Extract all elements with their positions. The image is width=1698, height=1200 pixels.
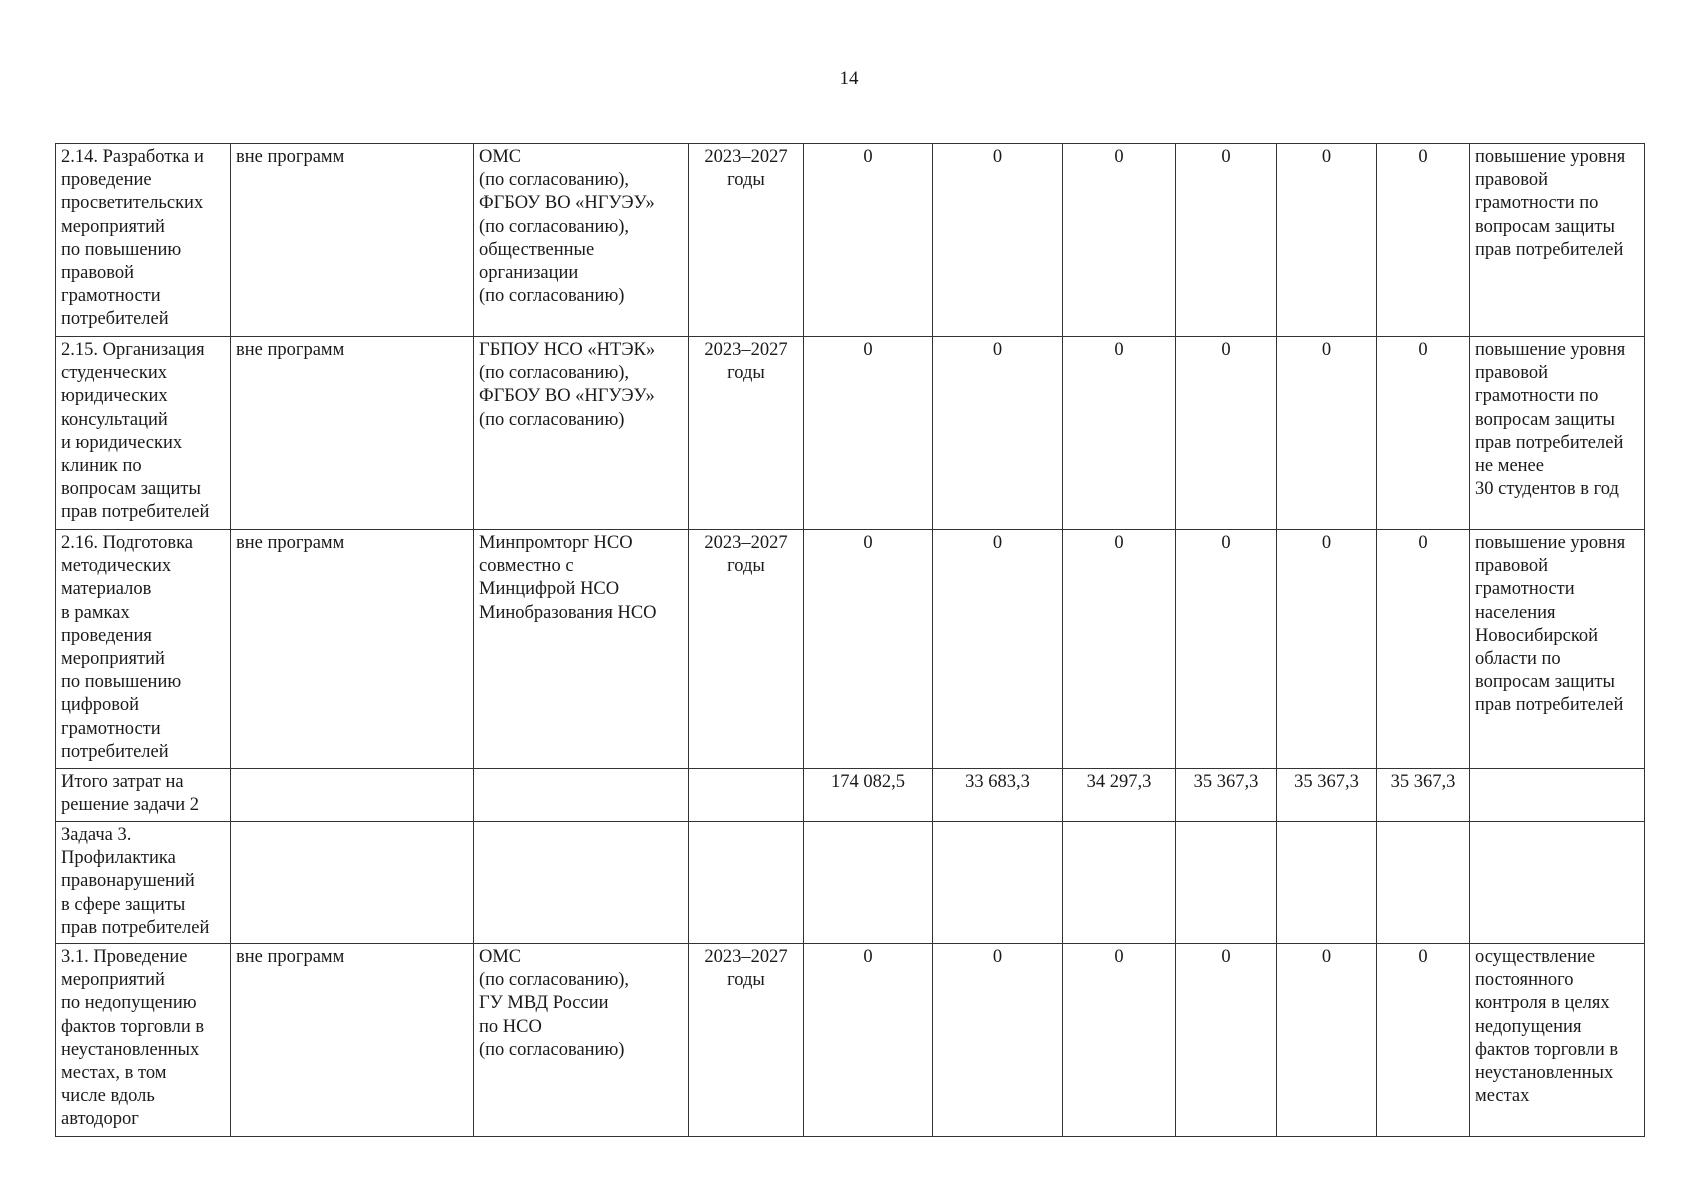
program-cell: вне программ: [231, 944, 474, 1137]
result-cell: повышение уровня правовой грамотности по вопросам защиты прав потребителей не менее 30 студентов в год: [1470, 337, 1645, 530]
amount-cell: 0: [804, 144, 933, 337]
result-cell: осуществление постоянного контроля в целях недопущения фактов торговли в неустановленных местах: [1470, 944, 1645, 1137]
result-cell: [1470, 822, 1645, 944]
program-cell: вне программ: [231, 530, 474, 769]
total-amount-cell: 35 367,3: [1277, 769, 1377, 822]
amount-cell: 0: [1277, 144, 1377, 337]
table-row-section-heading: [56, 822, 1645, 944]
table-row: [56, 530, 1645, 769]
total-amount-cell: 174 082,5: [804, 769, 933, 822]
period-cell: 2023–2027 годы: [689, 337, 804, 530]
amount-cell: 0: [1063, 530, 1176, 769]
amount-cell: [1063, 822, 1176, 944]
amount-cell: 0: [1063, 144, 1176, 337]
period-cell: [689, 769, 804, 822]
program-cell: вне программ: [231, 337, 474, 530]
amount-cell: 0: [933, 337, 1063, 530]
task-cell: 2.15. Организация студенческих юридических консультаций и юридических клиник по вопросам защиты прав потребителей: [56, 337, 231, 530]
amount-cell: [1176, 822, 1277, 944]
amount-cell: 0: [933, 144, 1063, 337]
task-cell: 3.1. Проведение мероприятий по недопущению фактов торговли в неустановленных местах, в том числе вдоль автодорог: [56, 944, 231, 1137]
executor-cell: Минпромторг НСО совместно с Минцифрой НСО Минобразования НСО: [474, 530, 689, 769]
amount-cell: [933, 822, 1063, 944]
amount-cell: 0: [1176, 337, 1277, 530]
amount-cell: 0: [1277, 530, 1377, 769]
total-amount-cell: 34 297,3: [1063, 769, 1176, 822]
amount-cell: 0: [1377, 337, 1470, 530]
amount-cell: 0: [1176, 530, 1277, 769]
task-cell: 2.16. Подготовка методических материалов в рамках проведения мероприятий по повышению цифровой грамотности потребителей: [56, 530, 231, 769]
period-cell: 2023–2027 годы: [689, 944, 804, 1137]
amount-cell: 0: [1377, 944, 1470, 1137]
amount-cell: [1377, 822, 1470, 944]
result-cell: повышение уровня правовой грамотности по вопросам защиты прав потребителей: [1470, 144, 1645, 337]
table-row: [56, 944, 1645, 1137]
amount-cell: 0: [804, 337, 933, 530]
task-cell: 2.14. Разработка и проведение просветительских мероприятий по повышению правовой грамотности потребителей: [56, 144, 231, 337]
program-activities-table: [55, 143, 1645, 1137]
amount-cell: 0: [804, 530, 933, 769]
amount-cell: 0: [1377, 144, 1470, 337]
total-amount-cell: 35 367,3: [1176, 769, 1277, 822]
amount-cell: 0: [1377, 530, 1470, 769]
amount-cell: 0: [933, 944, 1063, 1137]
period-cell: 2023–2027 годы: [689, 530, 804, 769]
total-amount-cell: 35 367,3: [1377, 769, 1470, 822]
total-amount-cell: 33 683,3: [933, 769, 1063, 822]
program-cell: [231, 822, 474, 944]
result-cell: повышение уровня правовой грамотности населения Новосибирской области по вопросам защиты прав потребителей: [1470, 530, 1645, 769]
amount-cell: 0: [1277, 337, 1377, 530]
amount-cell: 0: [804, 944, 933, 1137]
period-cell: [689, 822, 804, 944]
executor-cell: [474, 769, 689, 822]
table-row: [56, 144, 1645, 337]
program-cell: [231, 769, 474, 822]
amount-cell: 0: [1176, 144, 1277, 337]
amount-cell: 0: [1277, 944, 1377, 1137]
section-heading-cell: Задача 3. Профилактика правонарушений в сфере защиты прав потребителей: [56, 822, 231, 944]
executor-cell: ОМС (по согласованию), ФГБОУ ВО «НГУЭУ» (по согласованию), общественные организации (по согласованию): [474, 144, 689, 337]
amount-cell: 0: [1063, 944, 1176, 1137]
table-row-total: [56, 769, 1645, 822]
executor-cell: ОМС (по согласованию), ГУ МВД России по НСО (по согласованию): [474, 944, 689, 1137]
page-number: 14: [839, 68, 859, 89]
amount-cell: 0: [933, 530, 1063, 769]
table-row: [56, 337, 1645, 530]
program-cell: вне программ: [231, 144, 474, 337]
amount-cell: 0: [1176, 944, 1277, 1137]
executor-cell: ГБПОУ НСО «НТЭК» (по согласованию), ФГБОУ ВО «НГУЭУ» (по согласованию): [474, 337, 689, 530]
amount-cell: 0: [1063, 337, 1176, 530]
period-cell: 2023–2027 годы: [689, 144, 804, 337]
amount-cell: [804, 822, 933, 944]
total-label-cell: Итого затрат на решение задачи 2: [56, 769, 231, 822]
amount-cell: [1277, 822, 1377, 944]
result-cell: [1470, 769, 1645, 822]
executor-cell: [474, 822, 689, 944]
